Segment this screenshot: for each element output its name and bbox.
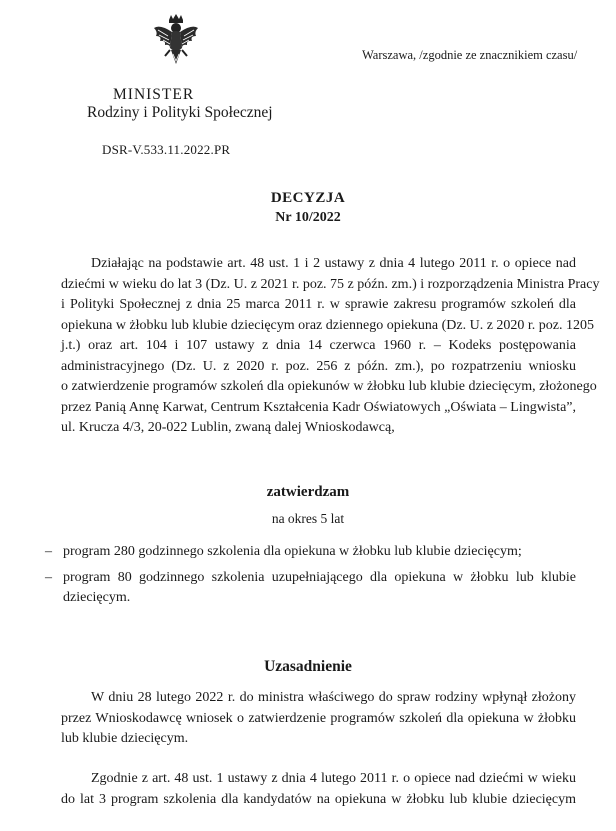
justification-paragraph xyxy=(61,769,576,810)
polish-eagle-emblem-icon xyxy=(152,14,200,68)
paragraph-line: ul. Krucza 4/3, 20-022 Lublin, zwaną dalej Wnioskodawcą, xyxy=(61,420,395,435)
list-item xyxy=(45,542,576,562)
dash-bullet-icon: – xyxy=(45,570,52,585)
paragraph-line: opiekuna w żłobku lub klubie dziecięcym oraz dziennego opiekuna (Dz. U. z 2020 r. poz. 1205 xyxy=(61,317,595,333)
paragraph-line: W dniu 28 lutego 2022 r. do ministra właściwego do spraw rodziny wpłynął złożony xyxy=(91,690,576,705)
paragraph-line: j.t.) oraz art. 104 i 107 ustawy z dnia 14 czerwca 1960 r. – Kodeks postępowania xyxy=(61,338,576,353)
approve-word: zatwierdzam xyxy=(266,484,350,500)
paragraph-line: Działając na podstawie art. 48 ust. 1 i 2 ustawy z dnia 4 lutego 2011 r. o opiece nad xyxy=(91,256,576,271)
paragraph-line: dziećmi w wieku do lat 3 (Dz. U. z 2021 r. poz. 75 z późn. zm.) i rozporządzenia Ministra Pracy xyxy=(61,276,600,292)
justification-title: Uzasadnienie xyxy=(264,658,352,675)
program-item-text: program 80 godzinnego szkolenia uzupełniającego dla opiekuna w żłobku lub klubie dziecięcym. xyxy=(63,570,576,605)
approve-period: na okres 5 lat xyxy=(271,511,345,526)
justification-paragraph xyxy=(61,688,576,750)
program-item-text: program 280 godzinnego szkolenia dla opiekuna w żłobku lub klubie dziecięcym; xyxy=(63,544,522,559)
list-item xyxy=(45,568,576,608)
dash-bullet-icon: – xyxy=(45,544,52,559)
paragraph-line: o zatwierdzenie programów szkoleń dla opiekunów w żłobku lub klubie dziecięcym, złożonego xyxy=(61,379,597,394)
paragraph-line: Zgodnie z art. 48 ust. 1 ustawy z dnia 4 lutego 2011 r. o opiece nad dziećmi w wieku xyxy=(91,771,576,786)
paragraph-line: lub klubie dziecięcym. xyxy=(61,731,189,746)
program-list xyxy=(45,542,576,608)
paragraph-line: i Polityki Społecznej z dnia 25 marca 2011 r. w sprawie zakresu programów szkoleń dla xyxy=(61,297,576,312)
decision-title: DECYZJA xyxy=(270,190,346,206)
place-date: Warszawa, /zgodnie ze znacznikiem czasu/ xyxy=(362,48,578,62)
paragraph-line: przez Panią Annę Karwat, Centrum Kształcenia Kadr Oświatowych „Oświata – Lingwista”, xyxy=(61,399,576,415)
paragraph-line: przez Wnioskodawcę wniosek o zatwierdzenie programów szkoleń dla opiekuna w żłobku xyxy=(61,710,576,726)
legal-basis-paragraph xyxy=(61,254,600,439)
paragraph-line: administracyjnego (Dz. U. z 2020 r. poz. 256 z późn. zm.), po rozpatrzeniu wniosku xyxy=(61,358,576,374)
paragraph-line: do lat 3 program szkolenia dla kandydatów na opiekuna w żłobku lub klubie dziecięcym xyxy=(61,791,576,807)
ministry-name: Rodziny i Polityki Społecznej xyxy=(87,104,273,121)
reference-number: DSR-V.533.11.2022.PR xyxy=(102,142,231,157)
decision-number: Nr 10/2022 xyxy=(275,210,341,225)
minister-title: MINISTER xyxy=(113,86,195,103)
